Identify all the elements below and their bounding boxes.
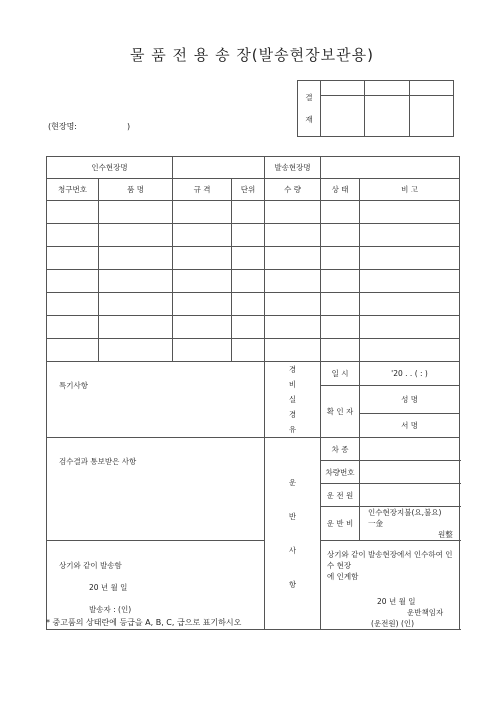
approval-slot-2-head[interactable] xyxy=(365,81,409,96)
vehicle-no-value[interactable] xyxy=(360,461,460,484)
approval-slot-1[interactable] xyxy=(321,96,365,137)
inspection-result[interactable]: 검수결과 통보받은 사항 xyxy=(47,438,265,541)
approval-label: 결 재 xyxy=(298,81,321,137)
transport-label: 운 반 사 항 xyxy=(265,438,321,630)
receiver-block xyxy=(321,541,460,630)
item-row[interactable] xyxy=(47,316,460,339)
col-request-no: 청구번호 xyxy=(47,179,99,201)
checker-sign-label: 서 명 xyxy=(360,414,460,438)
item-row[interactable] xyxy=(47,270,460,293)
transport-cost-value[interactable]: 인수현장지불(요,불요) 一金 원整 xyxy=(360,507,460,541)
expense-label: 경 비 실 경 유 xyxy=(265,362,321,438)
checker-label: 확 인 자 xyxy=(321,386,360,438)
approval-slot-2[interactable] xyxy=(365,96,409,137)
column-header-row xyxy=(47,179,460,201)
page-title: 물 품 전 용 송 장(발송현장보관용) xyxy=(130,46,374,64)
col-status: 상 태 xyxy=(321,179,360,201)
special-notes[interactable]: 특기사항 xyxy=(47,362,265,438)
receiver-text-1: 상기와 같이 발송현장에서 인수하여 인수 현장 xyxy=(327,550,453,570)
vehicle-type-value[interactable] xyxy=(360,438,460,461)
sending-site-label: 발송현장명 xyxy=(265,157,321,179)
col-quantity: 수 량 xyxy=(265,179,321,201)
checker-name-label: 성 명 xyxy=(360,386,460,414)
receiver-responsible: 운반책임자 xyxy=(407,608,444,617)
item-row[interactable] xyxy=(47,247,460,270)
transport-cost-label: 운 반 비 xyxy=(321,507,360,541)
col-remarks: 비 고 xyxy=(360,179,460,201)
approval-slot-3[interactable] xyxy=(409,96,453,137)
receiver-date[interactable]: 20 년 월 일 xyxy=(377,597,416,606)
footnote: * 중고품의 상태란에 등급을 A, B, C, 급으로 표기하시오 xyxy=(46,618,242,627)
item-row[interactable] xyxy=(47,293,460,316)
sender-date[interactable]: 20 년 월 일 xyxy=(89,583,128,592)
datetime-label: 일 시 xyxy=(321,362,360,386)
driver-label: 운 전 원 xyxy=(321,484,360,507)
receiver-driver-signature[interactable]: (운전원) (인) xyxy=(371,619,415,628)
site-name-field xyxy=(48,121,130,132)
sending-site-value[interactable] xyxy=(321,157,460,179)
sender-signature[interactable]: 발송자 : (인) xyxy=(89,605,132,614)
item-row[interactable] xyxy=(47,339,460,362)
item-row[interactable] xyxy=(47,224,460,247)
site-name-label: (현장명: xyxy=(48,122,78,131)
site-name-close: ) xyxy=(127,122,131,131)
invoice-table xyxy=(46,156,460,630)
col-unit: 단위 xyxy=(232,179,265,201)
datetime-value[interactable]: '20 . . ( : ) xyxy=(360,362,460,386)
col-item-name: 품 명 xyxy=(99,179,173,201)
receiver-text-2: 에 인계함 xyxy=(327,572,359,581)
vehicle-no-label: 차량번호 xyxy=(321,461,360,484)
receiving-site-value[interactable] xyxy=(173,157,265,179)
approval-slot-1-head[interactable] xyxy=(321,81,365,96)
approval-table xyxy=(297,80,454,137)
sender-text: 상기와 같이 발송함 xyxy=(59,561,122,570)
receiving-site-label: 인수현장명 xyxy=(47,157,173,179)
vehicle-type-label: 차 종 xyxy=(321,438,360,461)
item-row[interactable] xyxy=(47,201,460,224)
approval-slot-3-head[interactable] xyxy=(409,81,453,96)
col-spec: 규 격 xyxy=(173,179,232,201)
site-row xyxy=(47,157,460,179)
driver-value[interactable] xyxy=(360,484,460,507)
